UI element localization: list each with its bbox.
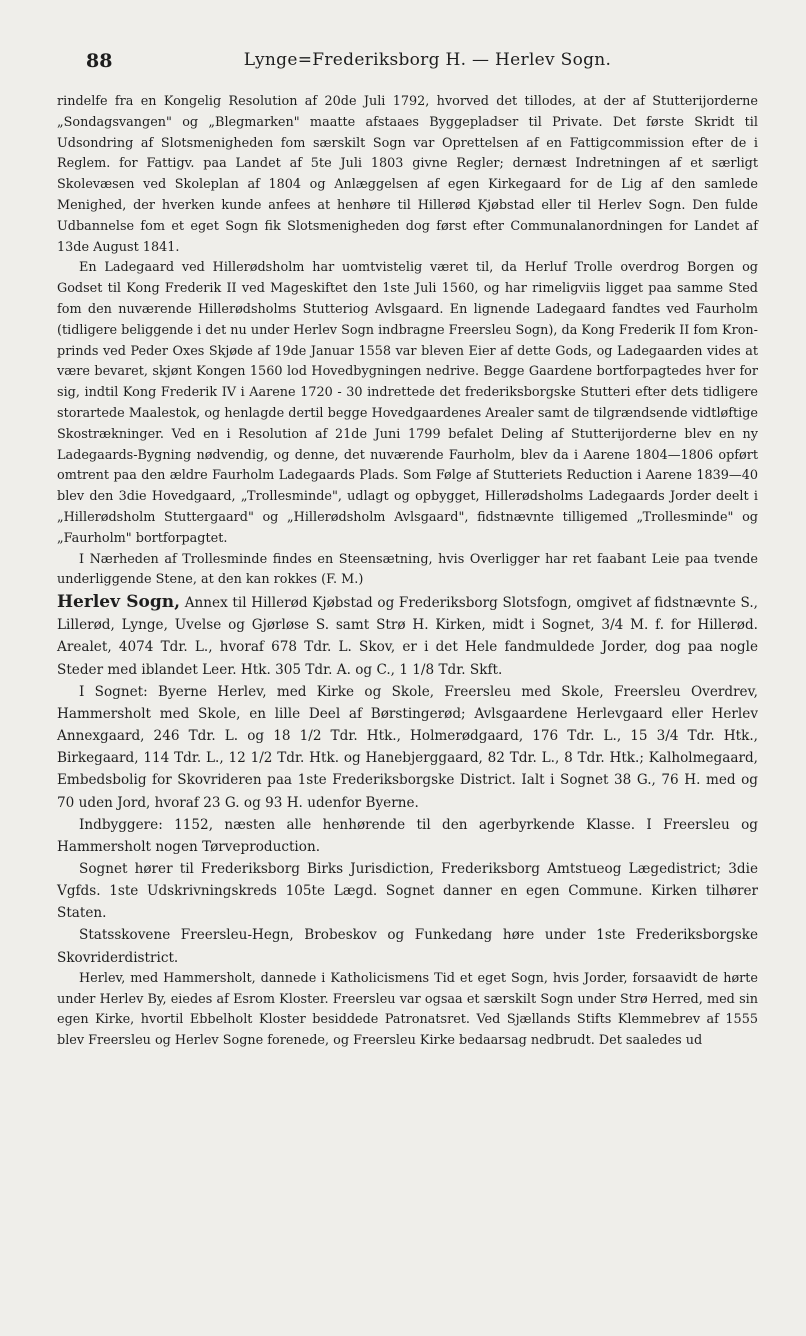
entry-text: Annex til Hillerød Kjøbstad og Frederiksborg Slotsfogn, omgivet af fidstnævnte S., Lillerød, Lynge, Uvelse og Gjørløse S. samt Strø H. Kirken, midt i Sognet, 3/4 M. f. for Hillerød. Arealet, 4074 Tdr. L., hvoraf 678 Tdr. L. Skov, er i det Hele fandmuldede Jorder, dog paa nogle Steder med iblandet Leer. Htk. 305 Tdr. A. og C., 1 1/8 Tdr. Skft. [57,595,758,678]
paragraph-parish-history: Herlev, med Hammersholt, dannede i Katholicismens Tid et eget Sogn, hvis Jorder, forsaavidt de hørte under Herlev By, eiedes af Esrom Kloster. Freersleu var ogsaa et særskilt Sogn under Strø Herred, med sin egen Kirke, hvortil Ebbelholt Kloster besiddede Patronatsret. Ved Sjællands Stifts Klemmebrev af 1555 blev Freersleu og Herlev Sogne forenede, og Freersleu Kirke bedaarsag nedbrudt. Det saaledes ud [57,970,758,1049]
running-head: Lynge=Frederiksborg H. — Herlev Sogn. [243,50,612,70]
paragraph-history-continuation: rindelfe fra en Kongelig Resolution af 20de Juli 1792, hvorved det tillodes, at der af Stutterijorderne „Sondagsvangen" og „Blegmarken" maatte afstaaes Byggepladser til Private. Det første Skridt til Udsondring af Slotsmenigheden fom særskilt Sogn var Oprettelsen af en Fattigcommission efter de i Reglem. for Fattigv. paa Landet af 5te Juli 1803 givne Regler; dernæst Indretningen af et særligt Skolevæsen ved Skoleplan af 1804 og Anlæggelsen af egen Kirkegaard for de Lig af den samlede Menighed, der hverken kunde anfees at henhøre til Hillerød Kjøbstad eller til Herlev Sogn. Den fulde Udbannelse fom et eget Sogn fik Slotsmenigheden dog først efter Communalanordningen for Landet af 13de August 1841. [57,94,758,255]
paragraph-forests: Statsskovene Freersleu-Hegn, Brobeskov og Funkedang høre under 1ste Frederiksborgske Skovriderdistrict. [57,927,758,966]
page-header [57,50,758,80]
paragraph-steensaetning: I Nærheden af Trollesminde findes en Steensætning, hvis Overligger har ret faabant Leie paa tvende underliggende Stene, at den kan rokkes (F. M.) [57,551,758,588]
body-text [57,92,758,1052]
paragraph-ladegaard: En Ladegaard ved Hillerødsholm har uomtvistelig været til, da Herluf Trolle overdrog Borgen og Godset til Kong Frederik II ved Mageskiftet den 1ste Juli 1560, og har rimeligviis ligget paa samme Sted fom den nuværende Hillerødsholms Stutteriog Avlsgaard. En lignende Ladegaard fandtes ved Faurholm (tidligere beliggende i det nu under Herlev Sogn indbragne Freersleu Sogn), da Kong Frederik II fom Kronprinds ved Peder Oxes Skjøde af 19de Januar 1558 var bleven Eier af dette Gods, og Ladegaarden vides at være bevaret, skjønt Kongen 1560 lod Hovedbygningen nedrive. Begge Gaardene bortforpagtedes hver for sig, indtil Kong Frederik IV i Aarene 1720 - 30 indrettede det frederiksborgske Stutteri efter dets tidligere storartede Maalestok, og henlagde dertil begge Hovedgaardenes Arealer samt de tilgrændsende vidtløftige Skostrækninger. Ved en i Resolution af 21de Juni 1799 befalet Deling af Stutterijorderne blev en ny Ladegaards-Bygning nødvendig, og denne, det nuværende Faurholm, blev da i Aarene 1804—1806 opført omtrent paa den ældre Faurholm Ladegaards Plads. Som Følge af Stutteriets Reduction i Aarene 1839—40 blev den 3die Hovedgaard, „Trollesminde", udlagt og opbygget, Hillerødsholms Ladegaards Jorder deelt i „Hillerødsholm Stuttergaard" og „Hillerødsholm Avlsgaard", fidstnævnte tilligemed „Trollesminde" og „Faurholm" bortforpagtet. [57,260,758,546]
entry-heading: Herlev Sogn, [57,592,181,613]
paragraph-villages: I Sognet: Byerne Herlev, med Kirke og Skole, Freersleu med Skole, Freersleu Overdrev, Hammersholt med Skole, en lille Deel af Børstingerød; Avlsgaardene Herlevgaard eller Herlev Annexgaard, 246 Tdr. L. og 18 1/2 Tdr. Htk., Holmerødgaard, 176 Tdr. L., 15 3/4 Tdr. Htk., Birkegaard, 114 Tdr. L., 12 1/2 Tdr. Htk. og Hanebjerggaard, 82 Tdr. L., 8 Tdr. Htk.; Kalholmegaard, Embedsbolig for Skovrideren paa 1ste Frederiksborgske District. Ialt i Sognet 38 G., 76 H. med og 70 uden Jord, hvoraf 23 G. og 93 H. udenfor Byerne. [57,683,758,811]
paragraph-jurisdiction: Sognet hører til Frederiksborg Birks Jurisdiction, Frederiksborg Amtstueog Lægedistrict; 3die Vgfds. 1ste Udskrivningskreds 105te Lægd. Sognet danner en egen Commune. Kirken tilhører Staten. [57,861,758,922]
page-number: 88 [86,50,113,72]
paragraph-population: Indbyggere: 1152, næsten alle henhørende til den agerbyrkende Klasse. I Freersleu og Hammersholt nogen Tørveproduction. [57,816,758,855]
paragraph-herlev-entry [57,591,758,681]
